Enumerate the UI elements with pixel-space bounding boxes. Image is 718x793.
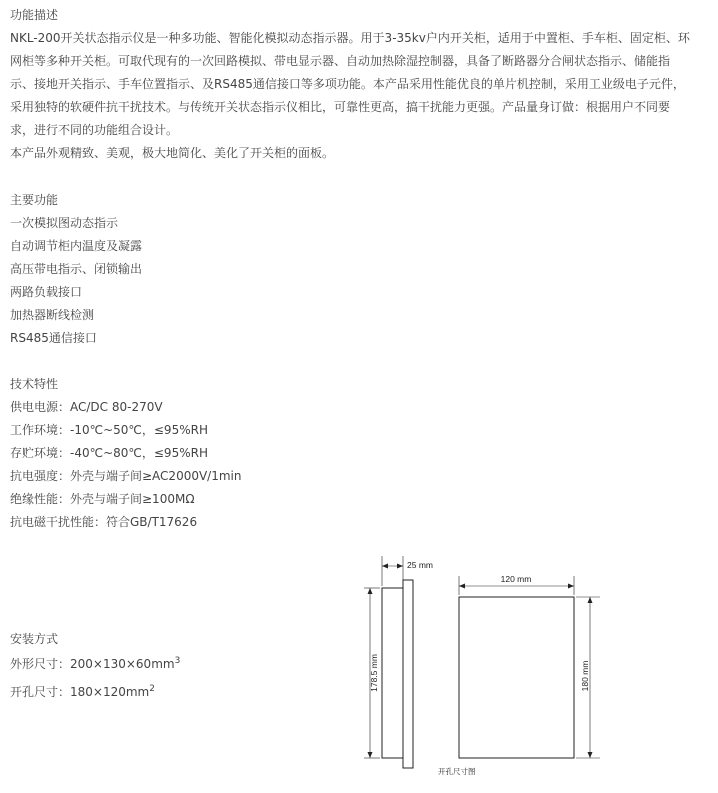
description-line: 示、接地开关指示、手车位置指示、及RS485通信接口等多项功能。本产品采用性能优良的单片机控制，采用工业级电子元件， <box>10 77 685 91</box>
function-item: 一次模拟图动态指示 <box>10 216 119 230</box>
description-line: 采用独特的软硬件抗干扰技术。与传统开关状态指示仪相比，可靠性更高，搞干扰能力更强。产品量身订做：根据用户不同要 <box>10 100 671 114</box>
functions-heading: 主要功能 <box>10 193 59 207</box>
description-line: 求，进行不同的功能组合设计。 <box>10 123 179 137</box>
specs-heading: 技术特性 <box>10 377 59 391</box>
cutout-rect <box>459 597 574 758</box>
install-heading: 安装方式 <box>10 632 59 646</box>
spec-item: 抗电强度：外壳与端子间≥AC2000V/1min <box>10 469 242 483</box>
description-closing: 本产品外观精致、美观，极大地简化、美化了开关柜的面板。 <box>10 146 335 160</box>
cutout-size-exponent: 2 <box>149 684 155 694</box>
width-label: 120 mm <box>500 574 532 584</box>
cut-height-label: 180 mm <box>580 660 590 692</box>
side-view-panel <box>403 580 413 768</box>
description-heading: 功能描述 <box>10 8 59 22</box>
description-line: NKL-200开关状态指示仪是一种多功能、智能化模拟动态指示器。用于3-35kv户内开关柜，适用于中置柜、手车柜、固定柜、环 <box>10 31 690 45</box>
spec-item: 抗电磁干扰性能：符合GB/T17626 <box>10 515 198 529</box>
description-line: 网柜等多种开关柜。可取代现有的一次回路模拟、带电显示器、自动加热除湿控制器，具备了断路器分合闸状态指示、储能指 <box>10 54 671 68</box>
function-item: 高压带电指示、闭锁输出 <box>10 262 143 276</box>
side-height-label: 178.5 mm <box>369 654 379 692</box>
function-item: RS485通信接口 <box>10 331 97 345</box>
spec-item: 工作环境：-10℃~50℃，≤95%RH <box>10 423 208 437</box>
side-view-body <box>382 588 403 758</box>
function-item: 自动调节柜内温度及凝露 <box>10 239 143 253</box>
cutout-size-text: 开孔尺寸：180×120mm <box>10 685 150 699</box>
spec-item: 供电电源：AC/DC 80-270V <box>10 400 163 414</box>
function-item: 两路负载接口 <box>10 285 83 299</box>
diagram-caption: 开孔尺寸图 <box>438 767 476 776</box>
function-item: 加热器断线检测 <box>10 308 95 322</box>
depth-label: 25 mm <box>407 560 433 570</box>
outer-size-exponent: 3 <box>174 656 181 666</box>
spec-item: 存贮环境：-40℃~80℃，≤95%RH <box>10 446 208 460</box>
outer-size-text: 外形尺寸：200×130×60mm <box>10 657 175 671</box>
spec-item: 绝缘性能：外壳与端子间≥100MΩ <box>10 492 195 506</box>
